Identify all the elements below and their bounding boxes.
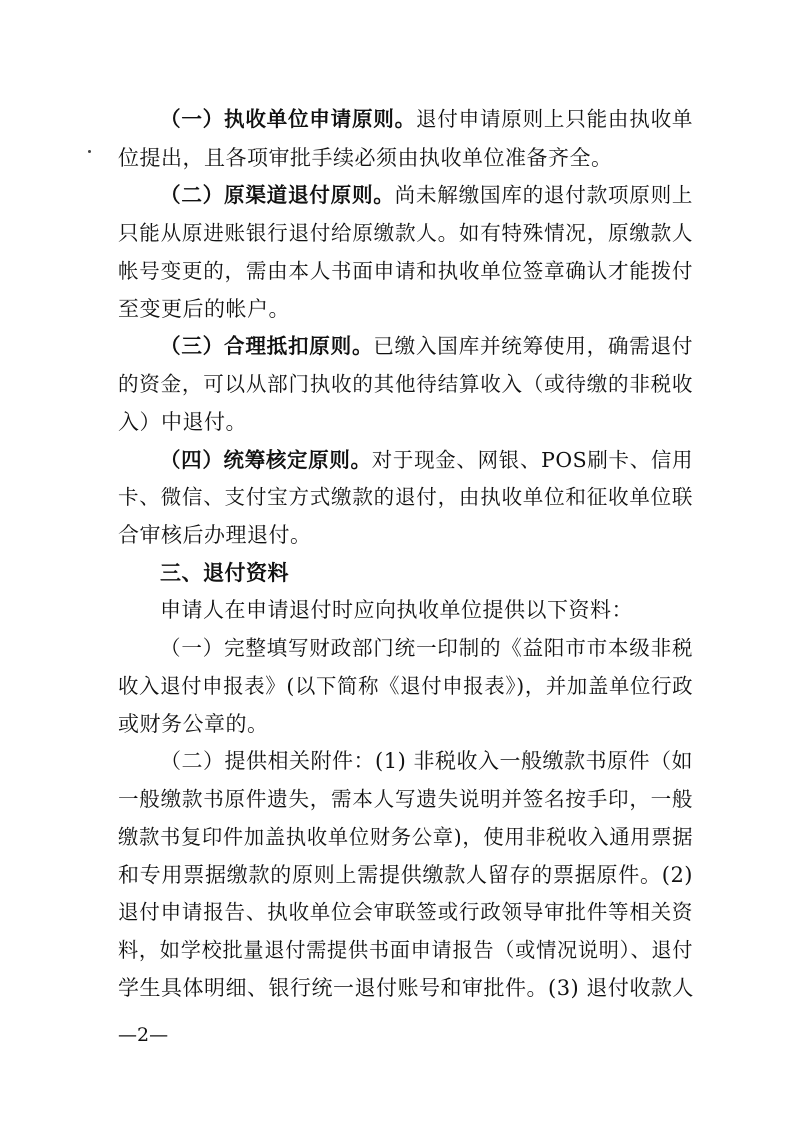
paragraph-1-text: 退付申请原则上只能由执收单 [415,107,693,131]
paragraph-2-lead: （二）原渠道退付原则。 [160,183,395,207]
paragraph-6-line-5: 退付申请报告、执收单位会审联签或行政领导审批件等相关资 [118,900,693,924]
section-heading: 三、退付资料 [160,561,289,585]
paragraph-3-line-2: 的资金，可以从部门执收的其他待结算收入（或待缴的非税收 [118,372,693,396]
paragraph-4-line-2: 卡、微信、支付宝方式缴款的退付，由执收单位和征收单位联 [118,485,693,509]
paragraph-4-line-1 [160,445,693,475]
scan-speck [88,150,91,153]
paragraph-3-line-3: 入）中退付。 [118,410,247,434]
paragraph-1-lead: （一）执收单位申请原则。 [160,107,416,131]
paragraph-6-line-3: 缴款书复印件加盖执收单位财务公章)，使用非税收入通用票据 [118,825,693,849]
paragraph-4-text: 对于现金、网银、POS刷卡、信用 [371,448,693,472]
paragraph-5-line-3: 或财务公章的。 [118,712,269,736]
paragraph-4-line-3: 合审核后办理退付。 [118,523,312,547]
paragraph-2-line-1 [160,180,693,210]
paragraph-6-line-7: 学生具体明细、银行统一退付账号和审批件。(3) 退付收款人 [118,976,694,1000]
paragraph-6-line-4: 和专用票据缴款的原则上需提供缴款人留存的票据原件。(2) [118,863,693,887]
paragraph-1-line-1 [160,104,693,134]
page-number: —2— [118,1024,169,1046]
paragraph-5-line-2: 收入退付申报表》(以下简称《退付申报表》)，并加盖单位行政 [118,674,693,698]
paragraph-4-lead: （四）统筹核定原则。 [160,448,372,472]
paragraph-6-line-1: （二）提供相关附件：(1) 非税收入一般缴款书原件（如 [160,749,693,773]
intro-line: 申请人在申请退付时应向执收单位提供以下资料： [160,598,633,622]
paragraph-3-line-1 [160,331,693,361]
paragraph-5-line-1: （一）完整填写财政部门统一印制的《益阳市市本级非税 [160,636,693,660]
paragraph-3-text: 已缴入国库并统筹使用，确需退付 [373,334,693,358]
paragraph-2-line-4: 至变更后的帐户。 [118,297,290,321]
paragraph-6-line-2: 一般缴款书原件遗失，需本人写遗失说明并签名按手印，一般 [118,787,693,811]
paragraph-1-line-2: 位提出，且各项审批手续必须由执收单位准备齐全。 [118,146,613,170]
paragraph-3-lead: （三）合理抵扣原则。 [160,334,374,358]
paragraph-2-line-3: 帐号变更的，需由本人书面申请和执收单位签章确认才能拨付 [118,259,693,283]
paragraph-2-text: 尚未解缴国库的退付款项原则上 [394,183,693,207]
paragraph-6-line-6: 料，如学校批量退付需提供书面申请报告（或情况说明）、退付 [118,938,693,962]
paragraph-2-line-2: 只能从原进账银行退付给原缴款人。如有特殊情况，原缴款人 [118,221,693,245]
